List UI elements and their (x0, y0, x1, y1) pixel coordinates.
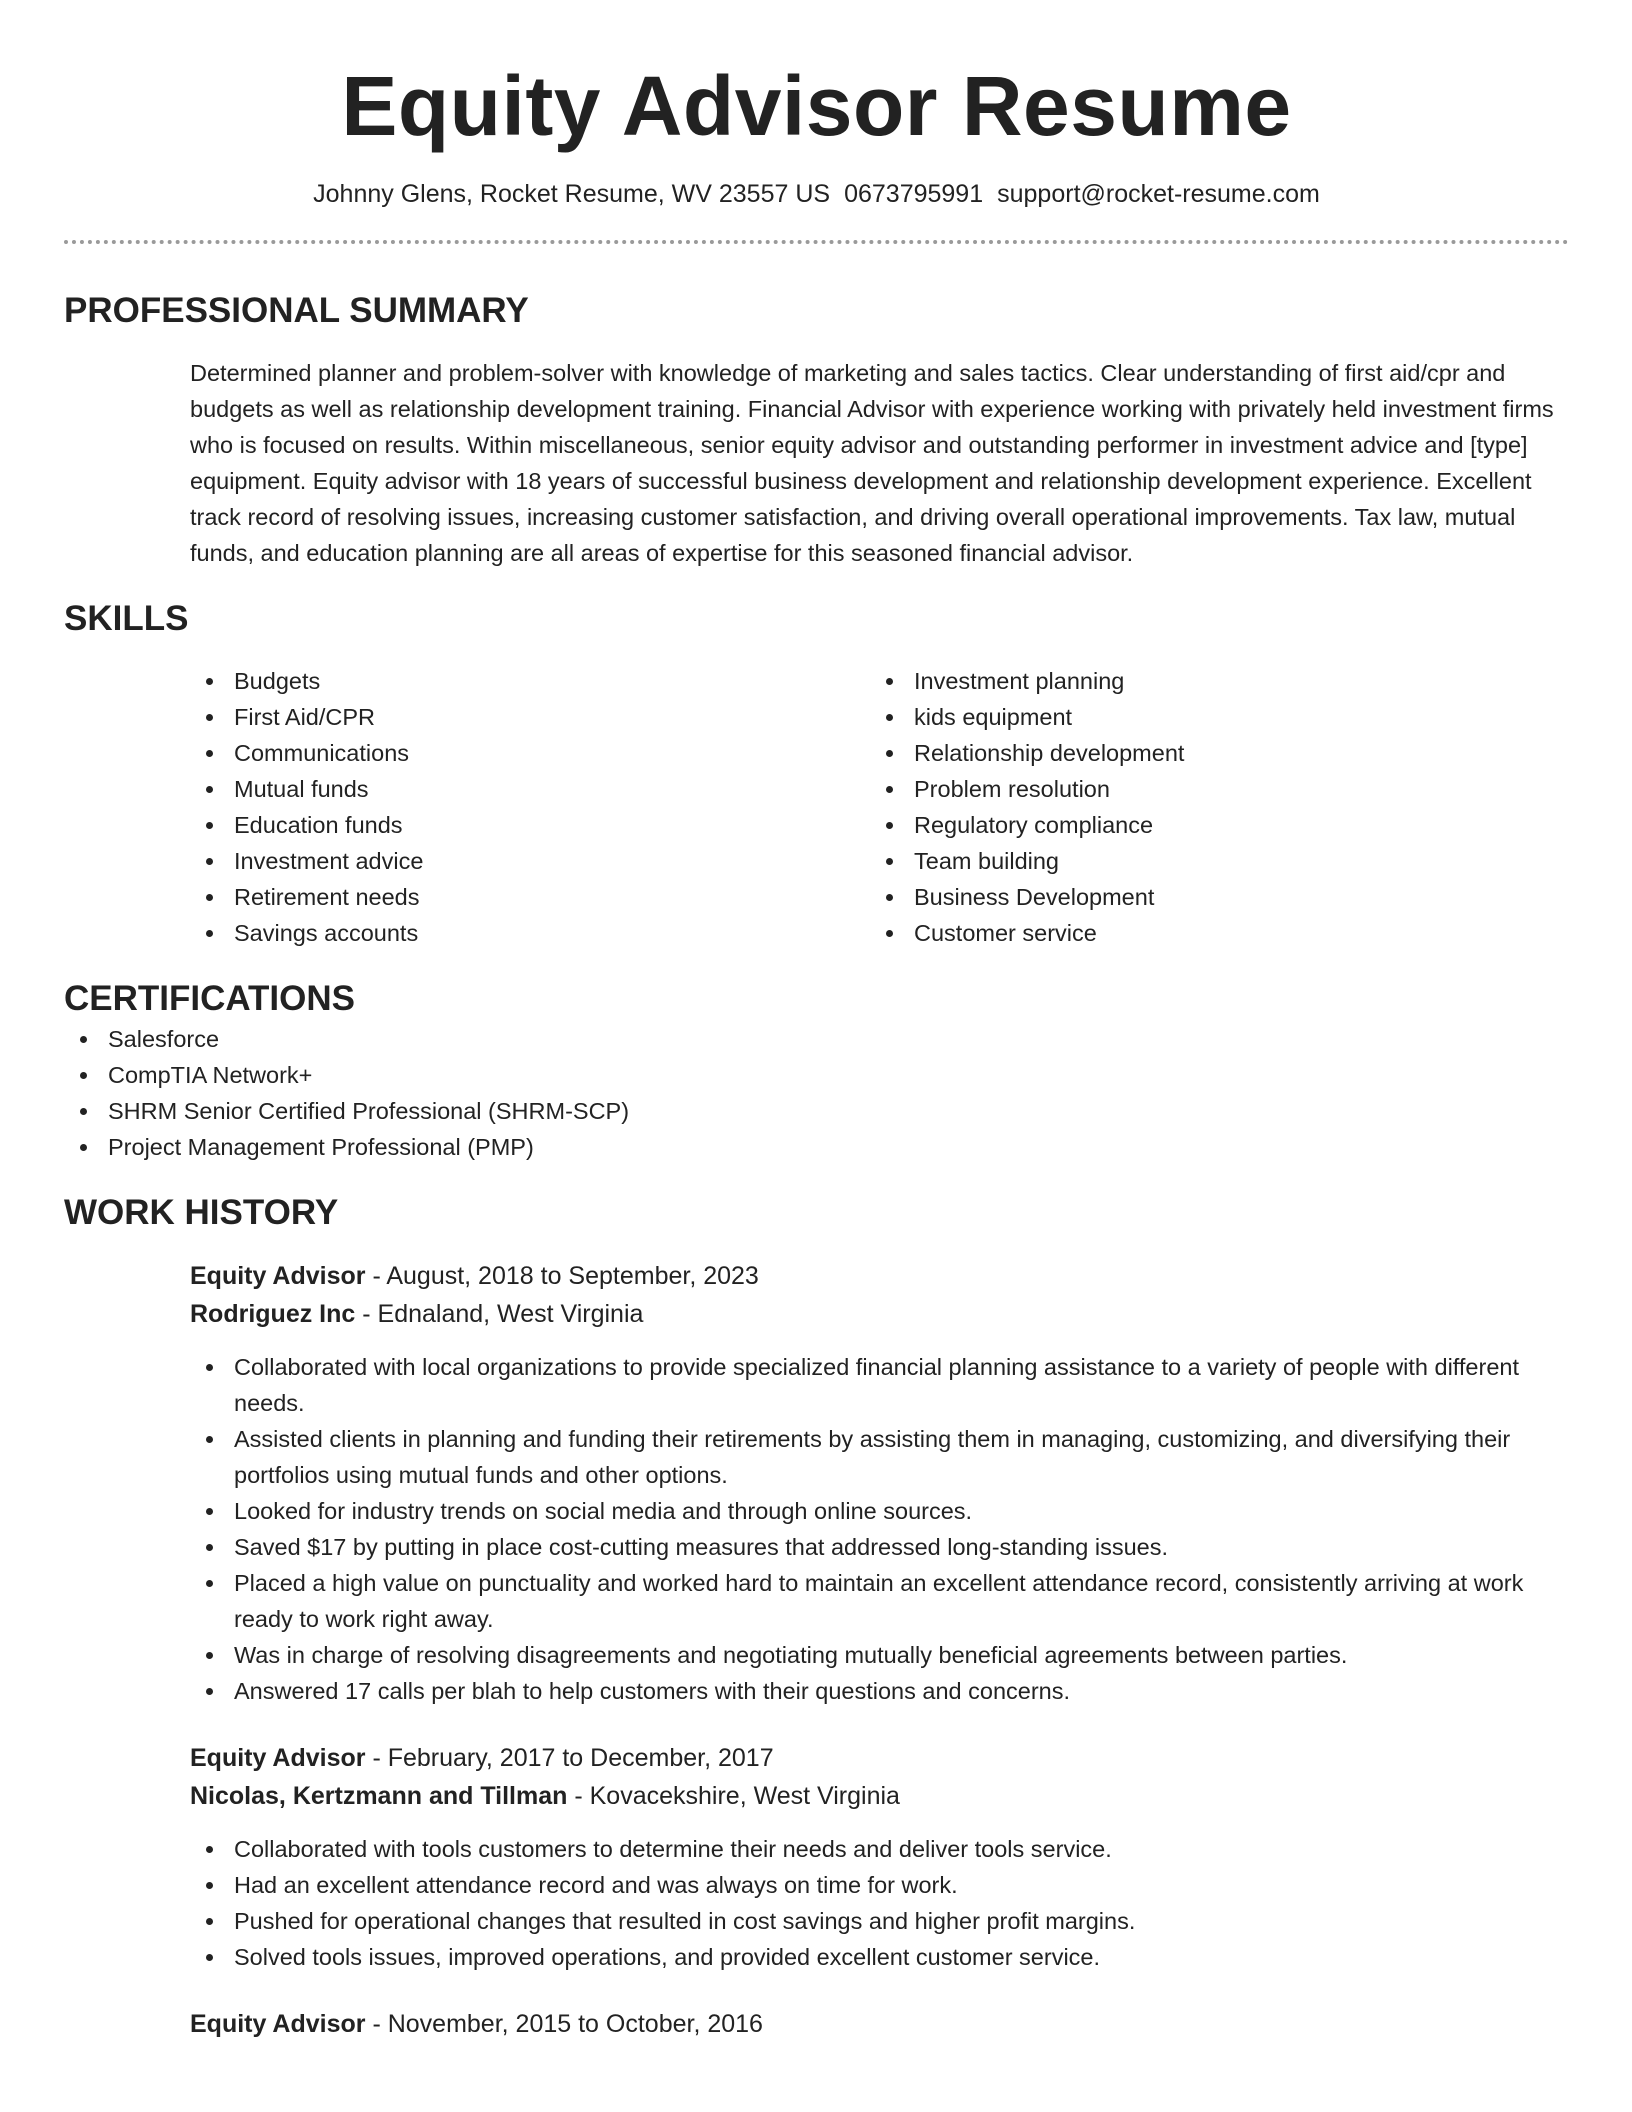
job-location: - Ednaland, West Virginia (355, 1300, 644, 1328)
page-title: Equity Advisor Resume (341, 59, 1292, 153)
skills-list-left (190, 663, 870, 951)
resume-page (64, 0, 1569, 2043)
certification-item: Project Management Professional (PMP) (64, 1129, 1569, 1165)
job-title-line (190, 1739, 1569, 1777)
skill-item: Education funds (190, 807, 870, 843)
job-bullet: Had an excellent attendance record and was always on time for work. (190, 1867, 1569, 1903)
job-title-line (190, 2005, 1569, 2043)
job-bullet: Placed a high value on punctuality and worked hard to maintain an excellent attendance record, consistently arriving at work ready to work right away. (190, 1565, 1569, 1637)
job-entry (190, 1257, 1569, 1709)
job-bullet: Assisted clients in planning and funding their retirements by assisting them in managing, customizing, and diversifying their portfolios using mutual funds and other options. (190, 1421, 1569, 1493)
job-bullets (190, 1349, 1569, 1709)
job-bullet: Saved $17 by putting in place cost-cutting measures that addressed long-standing issues. (190, 1529, 1569, 1565)
skill-item: Customer service (870, 915, 1550, 951)
job-dates: - August, 2018 to September, 2023 (365, 1262, 759, 1290)
skill-item: Savings accounts (190, 915, 870, 951)
contact-phone: 0673795991 (844, 180, 984, 208)
job-title: Equity Advisor (190, 1744, 366, 1772)
job-title: Equity Advisor (190, 2010, 366, 2038)
skill-item: Regulatory compliance (870, 807, 1550, 843)
job-dates: - February, 2017 to December, 2017 (365, 1744, 774, 1772)
header-divider (64, 240, 1569, 244)
job-title: Equity Advisor (190, 1262, 366, 1290)
job-bullet: Answered 17 calls per blah to help customers with their questions and concerns. (190, 1673, 1569, 1709)
job-bullet: Was in charge of resolving disagreements and negotiating mutually beneficial agreements between parties. (190, 1637, 1569, 1673)
contact-address: Johnny Glens, Rocket Resume, WV 23557 US (313, 180, 831, 208)
certifications-list (64, 1021, 1569, 1165)
job-location: - Kovacekshire, West Virginia (567, 1782, 900, 1810)
contact-email: support@rocket-resume.com (997, 180, 1320, 208)
job-entry (190, 2005, 1569, 2043)
skills-grid (190, 663, 1569, 951)
contact-line (64, 178, 1569, 210)
job-entry (190, 1739, 1569, 1975)
summary-heading: PROFESSIONAL SUMMARY (64, 291, 529, 330)
skill-item: First Aid/CPR (190, 699, 870, 735)
skill-item: Budgets (190, 663, 870, 699)
skill-item: Problem resolution (870, 771, 1550, 807)
job-bullet: Collaborated with tools customers to determine their needs and deliver tools service. (190, 1831, 1569, 1867)
skill-item: Investment advice (190, 843, 870, 879)
skill-item: Communications (190, 735, 870, 771)
skills-heading: SKILLS (64, 599, 189, 638)
job-bullet: Pushed for operational changes that resulted in cost savings and higher profit margins. (190, 1903, 1569, 1939)
summary-text: Determined planner and problem-solver with knowledge of marketing and sales tactics. Clear understanding of first aid/cpr and budgets as well as relationship development training. Financial Advisor with experience working with privately held investment firms who is focused on results. Within miscellaneous, senior equity advisor and outstanding performer in investment advice and [type] equipment. Equity advisor with 18 years of successful business development and relationship development experience. Excellent track record of resolving issues, increasing customer satisfaction, and driving overall operational improvements. Tax law, mutual funds, and education planning are all areas of expertise for this seasoned financial advisor. (190, 360, 1554, 566)
job-title-line (190, 1257, 1569, 1295)
skill-item: Team building (870, 843, 1550, 879)
job-company-line (190, 1295, 1569, 1333)
job-company: Rodriguez Inc (190, 1300, 356, 1328)
certification-item: Salesforce (64, 1021, 1569, 1057)
job-company: Nicolas, Kertzmann and Tillman (190, 1782, 568, 1810)
job-bullet: Collaborated with local organizations to provide specialized financial planning assistance to a variety of people with different needs. (190, 1349, 1569, 1421)
job-company-line (190, 1777, 1569, 1815)
job-bullet: Looked for industry trends on social media and through online sources. (190, 1493, 1569, 1529)
certification-item: CompTIA Network+ (64, 1057, 1569, 1093)
job-dates: - November, 2015 to October, 2016 (365, 2010, 763, 2038)
skill-item: kids equipment (870, 699, 1550, 735)
skill-item: Retirement needs (190, 879, 870, 915)
skill-item: Relationship development (870, 735, 1550, 771)
job-bullets (190, 1831, 1569, 1975)
skill-item: Mutual funds (190, 771, 870, 807)
skills-list-right (870, 663, 1550, 951)
job-bullet: Solved tools issues, improved operations, and provided excellent customer service. (190, 1939, 1569, 1975)
skill-item: Business Development (870, 879, 1550, 915)
work-history-heading: WORK HISTORY (64, 1193, 339, 1232)
certification-item: SHRM Senior Certified Professional (SHRM-SCP) (64, 1093, 1569, 1129)
certifications-heading: CERTIFICATIONS (64, 979, 356, 1018)
skill-item: Investment planning (870, 663, 1550, 699)
